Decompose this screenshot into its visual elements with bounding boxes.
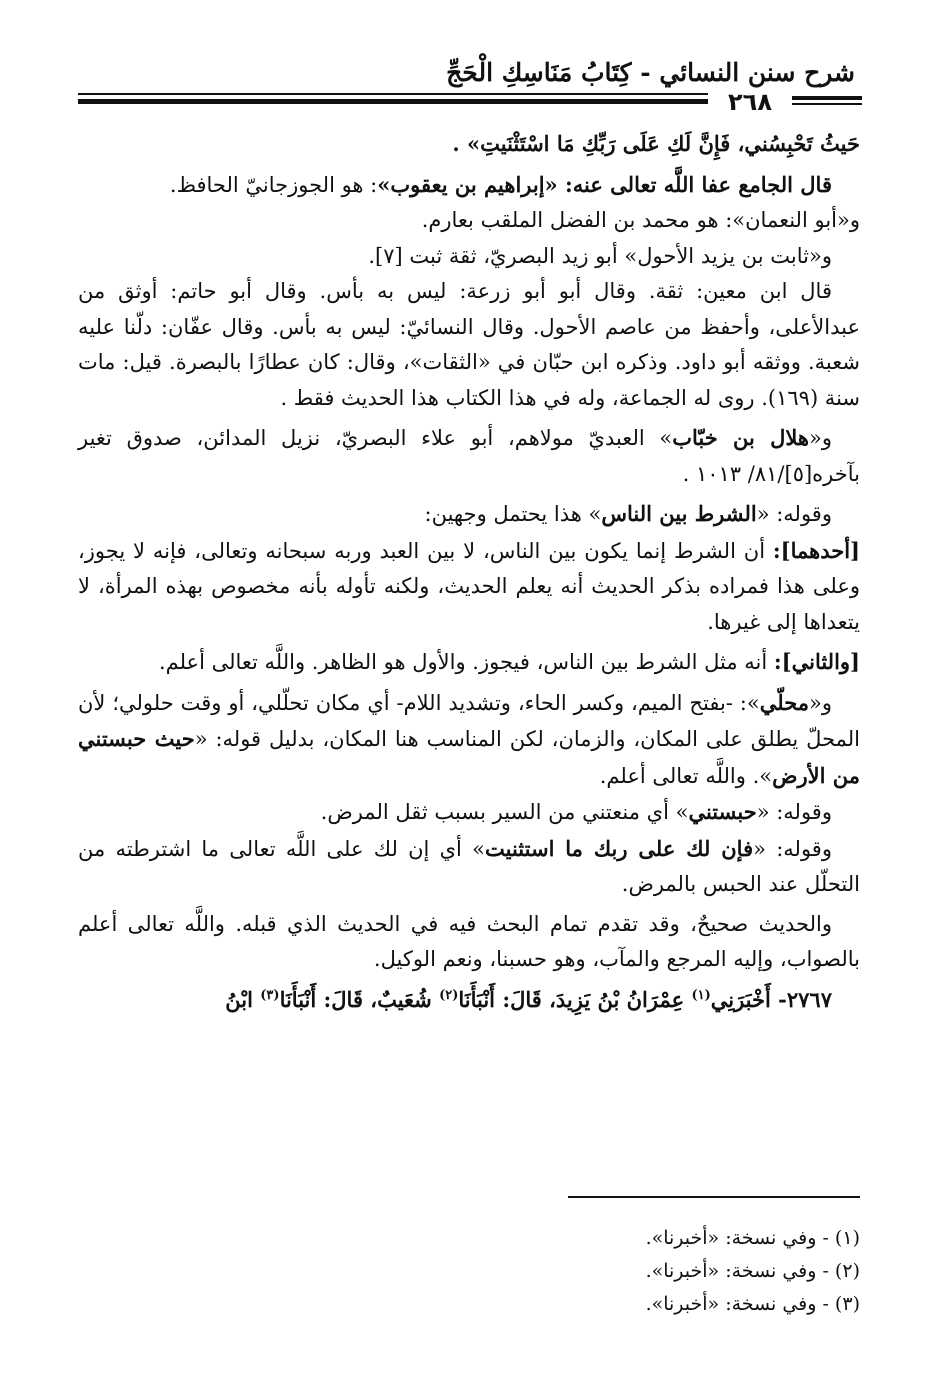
- paragraph: وقوله: «فإن لك على ربك ما استثنيت» أي إن لك على اللَّه تعالى ما اشترطته من التحلّل عند الحبس بالمرض.: [78, 835, 860, 896]
- footnotes: [520, 1222, 860, 1321]
- hadith-text-end: حَيثُ تَحْبِسُني، فَإِنَّ لَكِ عَلَى رَبِّكِ مَا اسْتَثْنَيتِ» .: [452, 131, 860, 156]
- paragraph: وقوله: «حبستني» أي منعتني من السير بسبب ثقل المرض.: [320, 799, 832, 824]
- footnote-divider: [568, 1196, 860, 1198]
- page-header: [0, 0, 936, 120]
- paragraph: [أحدهما]: أن الشرط إنما يكون بين الناس، لا بين العبد وربه سبحانه وتعالى، فإنه لا يجوز، وعلى هذا فمراده بذكر الحديث أنه يعلم الحديث، ولكنه تأوله بأنه مخصوص بهذه المرأة، لا يتعداها إلى غيرها.: [78, 537, 860, 634]
- paragraph: و«محلّي»: -بفتح الميم، وكسر الحاء، وتشديد اللام- أي مكان تحلّلي، أو وقت حلولي؛ لأن المحلّ يطلق على المكان، والزمان، لكن المناسب هنا المكان، بدليل قوله: «حيث حبستني من الأرض». واللَّه تعالى أعلم.: [78, 689, 861, 788]
- paragraph: و«هلال بن خبّاب» العبديّ مولاهم، أبو علاء البصريّ، نزيل المدائن، صدوق تغير بآخره[٥]/٨١/ ١٠١٣ .: [78, 425, 860, 486]
- header-rule-top: [78, 93, 708, 95]
- page-number: ٢٦٨: [728, 88, 772, 116]
- paragraph: و«أبو النعمان»: هو محمد بن الفضل الملقب بعارم.: [421, 208, 860, 232]
- paragraph: وقوله: «الشرط بين الناس» هذا يحتمل وجهين:: [424, 501, 832, 526]
- paragraph: قال ابن معين: ثقة. وقال أبو أبو زرعة: ليس به بأس. وقال أبو حاتم: أوثق من عبدالأعلى، وأحفظ من عاصم الأحول. وقال النسائيّ: ليس به بأس. وقال عفّان: دلّنا عليه شعبة. ووثقه أبو داود. وذكره ابن حبّان في «الثقات»، وقال: كان عطارًا بالبصرة. قيل: مات سنة (١٦٩). روى له الجماعة، وله في هذا الكتاب هذا الحديث فقط .: [78, 279, 860, 410]
- paragraph: والحديث صحيحٌ، وقد تقدم تمام البحث فيه في الحديث الذي قبله. واللَّه تعالى أعلم بالصواب، وإليه المرجع والمآب، وهو حسبنا، ونعم الوكيل.: [78, 911, 860, 971]
- paragraph: [والثاني]: أنه مثل الشرط بين الناس، فيجوز. والأول هو الظاهر. واللَّه تعالى أعلم.: [158, 649, 860, 674]
- book-title: شرح سنن النسائي - كِتَابُ مَنَاسِكِ الْحَجِّ: [446, 58, 855, 87]
- footnote: (٢) - وفي نسخة: «أخبرنا».: [645, 1260, 860, 1282]
- header-rule-right-a: [792, 96, 862, 100]
- footnote: (١) - وفي نسخة: «أخبرنا».: [645, 1227, 860, 1249]
- footnote: (٣) - وفي نسخة: «أخبرنا».: [645, 1293, 860, 1315]
- header-rule-mid: [78, 99, 708, 104]
- paragraph: قال الجامع عفا اللَّه تعالى عنه: «إبراهيم بن يعقوب»: هو الجوزجانيّ الحافظ.: [169, 171, 832, 197]
- paragraph: و«ثابت بن يزيد الأحول» أبو زيد البصريّ، ثقة ثبت [٧].: [368, 243, 832, 268]
- main-text: [78, 126, 860, 1018]
- header-rule-right-b: [792, 103, 862, 105]
- hadith-chain: ٢٧٦٧- أَخْبَرَنِي$^{(١)}$ عِمْرَانُ بْنُ يَزِيدَ، قَالَ: أَنْبَأَنَا$^{(٢)}$ شُعَيبٌ، قَالَ: أَنْبَأَنَا$^{(٣)}$ ابْنُ: [225, 986, 832, 1012]
